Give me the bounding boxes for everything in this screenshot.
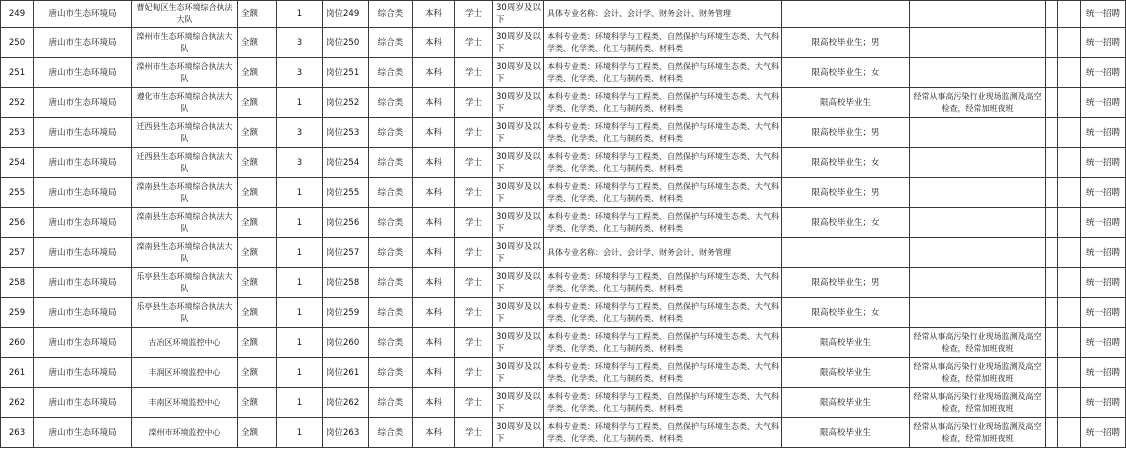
cell-edu: 本科 [413, 328, 455, 358]
cell-unit: 迁西县生态环境综合执法大队 [132, 118, 238, 148]
cell-no: 254 [1, 148, 34, 178]
table-row [1, 238, 1126, 268]
cell-post: 岗位262 [323, 388, 369, 418]
cell-post: 岗位258 [323, 268, 369, 298]
cell-degree: 学士 [455, 328, 493, 358]
cell-degree: 学士 [455, 418, 493, 448]
cell-funding: 全额 [238, 418, 277, 448]
cell-count: 1 [277, 298, 323, 328]
table-row [1, 58, 1126, 88]
cell-count: 1 [277, 358, 323, 388]
cell-count: 1 [277, 1, 323, 28]
cell-unit: 滦南县生态环境综合执法大队 [132, 238, 238, 268]
cell-edu: 本科 [413, 118, 455, 148]
cell-major: 具体专业名称：会计、会计学、财务会计、财务管理 [544, 1, 782, 28]
cell-empty [1058, 58, 1081, 88]
cell-exam: 统一招聘 [1081, 358, 1126, 388]
cell-dept: 唐山市生态环境局 [34, 268, 132, 298]
table-row [1, 358, 1126, 388]
cell-other: 限高校毕业生 [782, 88, 910, 118]
cell-degree: 学士 [455, 28, 493, 58]
cell-dept: 唐山市生态环境局 [34, 178, 132, 208]
cell-empty [1058, 148, 1081, 178]
cell-other: 限高校毕业生；男 [782, 118, 910, 148]
cell-degree: 学士 [455, 88, 493, 118]
cell-edu: 本科 [413, 298, 455, 328]
cell-age: 30周岁及以下 [493, 358, 544, 388]
cell-remark: 经常从事高污染行业现场监测及高空检查，经常加班夜班 [910, 328, 1046, 358]
cell-exam: 统一招聘 [1081, 238, 1126, 268]
cell-degree: 学士 [455, 208, 493, 238]
cell-unit: 滦州市环境监控中心 [132, 418, 238, 448]
cell-category: 综合类 [369, 58, 413, 88]
cell-exam: 统一招聘 [1081, 388, 1126, 418]
cell-empty [1058, 418, 1081, 448]
cell-dept: 唐山市生态环境局 [34, 328, 132, 358]
cell-no: 259 [1, 298, 34, 328]
cell-post: 岗位249 [323, 1, 369, 28]
cell-other: 限高校毕业生 [782, 418, 910, 448]
cell-exam: 统一招聘 [1081, 418, 1126, 448]
cell-major: 本科专业类：环境科学与工程类、自然保护与环境生态类、大气科学类、化学类、化工与制药类、材料类 [544, 358, 782, 388]
cell-no: 253 [1, 118, 34, 148]
cell-count: 1 [277, 178, 323, 208]
cell-other: 限高校毕业生 [782, 388, 910, 418]
table-row [1, 388, 1126, 418]
cell-exam: 统一招聘 [1081, 268, 1126, 298]
cell-major: 本科专业类：环境科学与工程类、自然保护与环境生态类、大气科学类、化学类、化工与制药类、材料类 [544, 298, 782, 328]
cell-exam: 统一招聘 [1081, 58, 1126, 88]
cell-count: 1 [277, 268, 323, 298]
cell-age: 30周岁及以下 [493, 178, 544, 208]
cell-major: 本科专业类：环境科学与工程类、自然保护与环境生态类、大气科学类、化学类、化工与制药类、材料类 [544, 58, 782, 88]
cell-other: 限高校毕业生；女 [782, 298, 910, 328]
cell-category: 综合类 [369, 388, 413, 418]
cell-category: 综合类 [369, 178, 413, 208]
cell-empty [1046, 208, 1058, 238]
cell-age: 30周岁及以下 [493, 268, 544, 298]
cell-count: 1 [277, 418, 323, 448]
cell-no: 257 [1, 238, 34, 268]
cell-edu: 本科 [413, 28, 455, 58]
cell-remark [910, 148, 1046, 178]
cell-unit: 滦南县生态环境综合执法大队 [132, 208, 238, 238]
cell-funding: 全额 [238, 388, 277, 418]
cell-major: 本科专业类：环境科学与工程类、自然保护与环境生态类、大气科学类、化学类、化工与制药类、材料类 [544, 88, 782, 118]
cell-degree: 学士 [455, 238, 493, 268]
cell-empty [1046, 388, 1058, 418]
cell-no: 261 [1, 358, 34, 388]
cell-edu: 本科 [413, 418, 455, 448]
cell-major: 本科专业类：环境科学与工程类、自然保护与环境生态类、大气科学类、化学类、化工与制药类、材料类 [544, 178, 782, 208]
cell-remark [910, 208, 1046, 238]
cell-age: 30周岁及以下 [493, 418, 544, 448]
cell-empty [1058, 178, 1081, 208]
cell-funding: 全额 [238, 328, 277, 358]
cell-major: 本科专业类：环境科学与工程类、自然保护与环境生态类、大气科学类、化学类、化工与制药类、材料类 [544, 148, 782, 178]
cell-empty [1046, 1, 1058, 28]
cell-post: 岗位263 [323, 418, 369, 448]
cell-major: 本科专业类：环境科学与工程类、自然保护与环境生态类、大气科学类、化学类、化工与制药类、材料类 [544, 418, 782, 448]
table-row [1, 1, 1126, 28]
cell-remark [910, 178, 1046, 208]
cell-category: 综合类 [369, 418, 413, 448]
cell-dept: 唐山市生态环境局 [34, 148, 132, 178]
cell-dept: 唐山市生态环境局 [34, 388, 132, 418]
cell-empty [1058, 358, 1081, 388]
cell-post: 岗位261 [323, 358, 369, 388]
cell-category: 综合类 [369, 88, 413, 118]
cell-unit: 曹妃甸区生态环境综合执法大队 [132, 1, 238, 28]
cell-funding: 全额 [238, 148, 277, 178]
cell-funding: 全额 [238, 298, 277, 328]
cell-degree: 学士 [455, 148, 493, 178]
cell-no: 260 [1, 328, 34, 358]
cell-edu: 本科 [413, 178, 455, 208]
cell-empty [1046, 358, 1058, 388]
table-row [1, 118, 1126, 148]
table-row [1, 268, 1126, 298]
cell-empty [1058, 388, 1081, 418]
cell-dept: 唐山市生态环境局 [34, 88, 132, 118]
table-row [1, 148, 1126, 178]
table-row [1, 178, 1126, 208]
cell-empty [1046, 238, 1058, 268]
cell-age: 30周岁及以下 [493, 298, 544, 328]
cell-remark: 经常从事高污染行业现场监测及高空检查，经常加班夜班 [910, 88, 1046, 118]
cell-dept: 唐山市生态环境局 [34, 358, 132, 388]
cell-degree: 学士 [455, 118, 493, 148]
cell-count: 1 [277, 208, 323, 238]
cell-count: 3 [277, 28, 323, 58]
cell-count: 1 [277, 388, 323, 418]
cell-category: 综合类 [369, 1, 413, 28]
cell-post: 岗位256 [323, 208, 369, 238]
cell-other: 限高校毕业生 [782, 358, 910, 388]
cell-no: 258 [1, 268, 34, 298]
cell-category: 综合类 [369, 238, 413, 268]
cell-post: 岗位259 [323, 298, 369, 328]
cell-no: 263 [1, 418, 34, 448]
cell-unit: 滦南县生态环境综合执法大队 [132, 178, 238, 208]
cell-dept: 唐山市生态环境局 [34, 298, 132, 328]
cell-other: 限高校毕业生；女 [782, 208, 910, 238]
cell-exam: 统一招聘 [1081, 328, 1126, 358]
cell-degree: 学士 [455, 178, 493, 208]
cell-category: 综合类 [369, 148, 413, 178]
cell-count: 1 [277, 88, 323, 118]
cell-exam: 统一招聘 [1081, 178, 1126, 208]
cell-empty [1058, 208, 1081, 238]
cell-other [782, 238, 910, 268]
cell-empty [1058, 1, 1081, 28]
cell-category: 综合类 [369, 298, 413, 328]
cell-age: 30周岁及以下 [493, 328, 544, 358]
cell-exam: 统一招聘 [1081, 118, 1126, 148]
cell-edu: 本科 [413, 388, 455, 418]
cell-category: 综合类 [369, 28, 413, 58]
cell-remark [910, 1, 1046, 28]
cell-age: 30周岁及以下 [493, 28, 544, 58]
cell-empty [1046, 328, 1058, 358]
cell-degree: 学士 [455, 1, 493, 28]
cell-empty [1046, 58, 1058, 88]
cell-remark [910, 118, 1046, 148]
cell-other: 限高校毕业生 [782, 328, 910, 358]
cell-major: 本科专业类：环境科学与工程类、自然保护与环境生态类、大气科学类、化学类、化工与制药类、材料类 [544, 328, 782, 358]
cell-dept: 唐山市生态环境局 [34, 58, 132, 88]
cell-exam: 统一招聘 [1081, 148, 1126, 178]
cell-age: 30周岁及以下 [493, 118, 544, 148]
cell-remark: 经常从事高污染行业现场监测及高空检查，经常加班夜班 [910, 418, 1046, 448]
cell-degree: 学士 [455, 358, 493, 388]
cell-category: 综合类 [369, 328, 413, 358]
cell-other: 限高校毕业生；男 [782, 178, 910, 208]
cell-dept: 唐山市生态环境局 [34, 1, 132, 28]
cell-edu: 本科 [413, 1, 455, 28]
cell-funding: 全额 [238, 1, 277, 28]
cell-count: 3 [277, 118, 323, 148]
cell-major: 本科专业类：环境科学与工程类、自然保护与环境生态类、大气科学类、化学类、化工与制药类、材料类 [544, 28, 782, 58]
cell-post: 岗位255 [323, 178, 369, 208]
table-row [1, 88, 1126, 118]
cell-major: 本科专业类：环境科学与工程类、自然保护与环境生态类、大气科学类、化学类、化工与制药类、材料类 [544, 118, 782, 148]
cell-empty [1046, 298, 1058, 328]
cell-degree: 学士 [455, 298, 493, 328]
cell-unit: 遵化市生态环境综合执法大队 [132, 88, 238, 118]
cell-category: 综合类 [369, 118, 413, 148]
cell-funding: 全额 [238, 118, 277, 148]
cell-age: 30周岁及以下 [493, 148, 544, 178]
cell-unit: 丰南区环境监控中心 [132, 388, 238, 418]
cell-remark: 经常从事高污染行业现场监测及高空检查，经常加班夜班 [910, 388, 1046, 418]
cell-unit: 滦州市生态环境综合执法大队 [132, 58, 238, 88]
cell-empty [1058, 238, 1081, 268]
cell-empty [1046, 118, 1058, 148]
cell-empty [1058, 118, 1081, 148]
cell-age: 30周岁及以下 [493, 88, 544, 118]
cell-no: 252 [1, 88, 34, 118]
cell-empty [1058, 298, 1081, 328]
cell-empty [1046, 148, 1058, 178]
cell-age: 30周岁及以下 [493, 58, 544, 88]
cell-degree: 学士 [455, 268, 493, 298]
cell-edu: 本科 [413, 88, 455, 118]
cell-major: 本科专业类：环境科学与工程类、自然保护与环境生态类、大气科学类、化学类、化工与制药类、材料类 [544, 268, 782, 298]
cell-age: 30周岁及以下 [493, 1, 544, 28]
cell-no: 249 [1, 1, 34, 28]
cell-degree: 学士 [455, 388, 493, 418]
cell-count: 1 [277, 238, 323, 268]
cell-empty [1058, 88, 1081, 118]
cell-count: 1 [277, 328, 323, 358]
cell-post: 岗位253 [323, 118, 369, 148]
cell-edu: 本科 [413, 148, 455, 178]
cell-funding: 全额 [238, 88, 277, 118]
cell-no: 262 [1, 388, 34, 418]
cell-funding: 全额 [238, 358, 277, 388]
cell-post: 岗位251 [323, 58, 369, 88]
cell-count: 3 [277, 58, 323, 88]
cell-edu: 本科 [413, 358, 455, 388]
cell-empty [1046, 268, 1058, 298]
cell-exam: 统一招聘 [1081, 298, 1126, 328]
cell-edu: 本科 [413, 208, 455, 238]
cell-exam: 统一招聘 [1081, 208, 1126, 238]
cell-remark: 经常从事高污染行业现场监测及高空检查，经常加班夜班 [910, 358, 1046, 388]
cell-other: 限高校毕业生；女 [782, 58, 910, 88]
cell-other: 限高校毕业生；女 [782, 148, 910, 178]
cell-age: 30周岁及以下 [493, 388, 544, 418]
cell-dept: 唐山市生态环境局 [34, 238, 132, 268]
cell-other: 限高校毕业生；男 [782, 268, 910, 298]
table-row [1, 418, 1126, 448]
table-body [1, 1, 1126, 448]
cell-unit: 古冶区环境监控中心 [132, 328, 238, 358]
cell-dept: 唐山市生态环境局 [34, 28, 132, 58]
cell-empty [1046, 178, 1058, 208]
cell-post: 岗位260 [323, 328, 369, 358]
cell-funding: 全额 [238, 178, 277, 208]
cell-post: 岗位252 [323, 88, 369, 118]
table-row [1, 208, 1126, 238]
cell-funding: 全额 [238, 58, 277, 88]
cell-other: 限高校毕业生；男 [782, 28, 910, 58]
table-row [1, 298, 1126, 328]
cell-no: 250 [1, 28, 34, 58]
cell-major: 本科专业类：环境科学与工程类、自然保护与环境生态类、大气科学类、化学类、化工与制药类、材料类 [544, 208, 782, 238]
cell-no: 251 [1, 58, 34, 88]
cell-empty [1058, 268, 1081, 298]
cell-other [782, 1, 910, 28]
cell-funding: 全额 [238, 268, 277, 298]
cell-unit: 迁西县生态环境综合执法大队 [132, 148, 238, 178]
cell-major: 本科专业类：环境科学与工程类、自然保护与环境生态类、大气科学类、化学类、化工与制药类、材料类 [544, 388, 782, 418]
cell-empty [1046, 28, 1058, 58]
cell-exam: 统一招聘 [1081, 88, 1126, 118]
cell-exam: 统一招聘 [1081, 28, 1126, 58]
cell-remark [910, 268, 1046, 298]
cell-age: 30周岁及以下 [493, 208, 544, 238]
cell-empty [1046, 418, 1058, 448]
cell-edu: 本科 [413, 58, 455, 88]
cell-remark [910, 298, 1046, 328]
cell-unit: 丰润区环境监控中心 [132, 358, 238, 388]
cell-funding: 全额 [238, 208, 277, 238]
cell-empty [1058, 28, 1081, 58]
cell-degree: 学士 [455, 58, 493, 88]
cell-funding: 全额 [238, 28, 277, 58]
cell-post: 岗位250 [323, 28, 369, 58]
cell-funding: 全额 [238, 238, 277, 268]
cell-category: 综合类 [369, 358, 413, 388]
cell-remark [910, 58, 1046, 88]
cell-dept: 唐山市生态环境局 [34, 418, 132, 448]
cell-edu: 本科 [413, 268, 455, 298]
cell-post: 岗位254 [323, 148, 369, 178]
cell-remark [910, 28, 1046, 58]
cell-empty [1058, 328, 1081, 358]
cell-no: 256 [1, 208, 34, 238]
cell-empty [1046, 88, 1058, 118]
cell-dept: 唐山市生态环境局 [34, 118, 132, 148]
cell-dept: 唐山市生态环境局 [34, 208, 132, 238]
cell-post: 岗位257 [323, 238, 369, 268]
cell-exam: 统一招聘 [1081, 1, 1126, 28]
cell-count: 3 [277, 148, 323, 178]
cell-no: 255 [1, 178, 34, 208]
cell-unit: 乐亭县生态环境综合执法大队 [132, 268, 238, 298]
table-row [1, 28, 1126, 58]
cell-remark [910, 238, 1046, 268]
cell-category: 综合类 [369, 268, 413, 298]
cell-unit: 乐亭县生态环境综合执法大队 [132, 298, 238, 328]
cell-category: 综合类 [369, 208, 413, 238]
cell-edu: 本科 [413, 238, 455, 268]
cell-age: 30周岁及以下 [493, 238, 544, 268]
cell-unit: 滦州市生态环境综合执法大队 [132, 28, 238, 58]
table-row [1, 328, 1126, 358]
cell-major: 具体专业名称：会计、会计学、财务会计、财务管理 [544, 238, 782, 268]
